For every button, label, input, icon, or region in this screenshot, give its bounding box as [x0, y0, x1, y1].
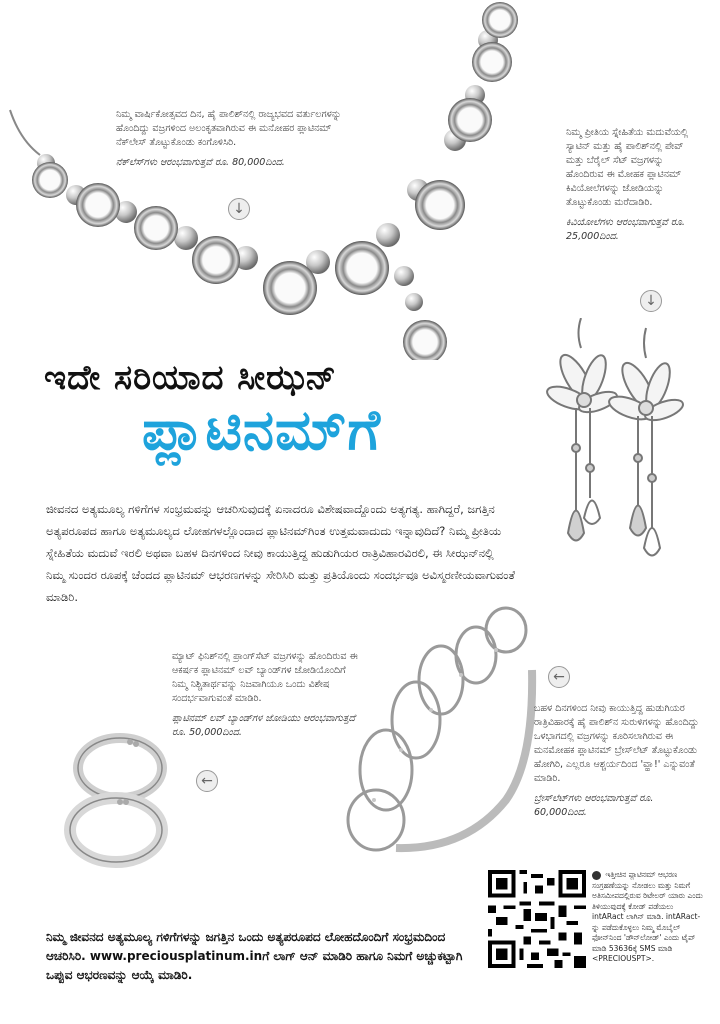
rings-caption-text: ಮ್ಯಾಟ್ ಫಿನಿಶ್‌ನಲ್ಲಿ ಪ್ರಾಂಗ್‌ಸೆಟ್ ವಜ್ರಗಳನ್ನು ಹೊಂದಿರುವ ಈ ಆಕರ್ಷಕ ಪ್ಲಾಟಿನಮ್ ಲವ್ ಬ್ಯಾಂಡ್‌ಗಳ ಜೋಡಿಯೊಂದಿಗೆ ನಿಮ್ಮ ನಿಶ್ಚಿತಾರ್ಥವನ್ನು ನಿಜವಾಗಿಯೂ ಒಂದು ವಿಶೇಷ ಸಂದರ್ಭವಾಗುವಂತೆ ಮಾಡಿರಿ. — [172, 651, 358, 704]
arrow-down-icon: ↓ — [640, 290, 662, 312]
earrings-caption — [566, 126, 698, 244]
headline-line1: ಇದೇ ಸರಿಯಾದ ಸೀಝನ್ — [44, 358, 337, 398]
earrings-image — [546, 318, 706, 568]
rings-image — [58, 720, 178, 870]
bracelet-image — [336, 600, 546, 862]
earrings-caption-text: ನಿಮ್ಮ ಪ್ರೀತಿಯ ಸ್ನೇಹಿತೆಯ ಮದುವೆಯಲ್ಲಿ ಸ್ಯಾಟಿನ್ ಮತ್ತು ಹೈ ಪಾಲಿಶ್‌ನಲ್ಲಿ ಪೇವ್ ಮತ್ತು ಬೆರೈಲ್ ಸೆಟ್ ವಜ್ರಗಳನ್ನು ಹೊಂದಿರುವ ಈ ಮೋಹಕ ಪ್ಲಾಟಿನಮ್ ಕಿವಿಯೋಲೆಗಳನ್ನು ಜೋಡಿಯನ್ನು ತೊಟ್ಟುಕೊಂಡು ಮರೆದಾಡಿರಿ. — [566, 127, 689, 208]
info-icon — [592, 871, 601, 880]
rings-price: ಪ್ಲಾಟಿನಮ್ ಲವ್ ಬ್ಯಾಂಡ್‌ಗಳ ಜೋಡಿಯು ಆರಂಭವಾಗುತ್ತದೆ ರೂ. 50,000ದಿಂದ. — [172, 713, 356, 738]
footer-text: ನಿಮ್ಮ ಜೀವನದ ಅತ್ಯಮೂಲ್ಯ ಗಳಿಗೆಗಳನ್ನು ಜಗತ್ತಿನ ಒಂದು ಅತ್ಯಪರೂಪದ ಲೋಹದೊಂದಿಗೆ ಸಂಭ್ರಮದಿಂದ ಆಚರಿಸಿರಿ. www.preciousplatinum.inಗೆ ಲಾಗ್ ಆನ್ ಮಾಡಿರಿ ಹಾಗೂ ನಿಮಗೆ ಅಚ್ಚುಕಟ್ಟಾಗಿ ಒಪ್ಪುವ ಆಭರಣವನ್ನು ಆಯ್ಕೆ ಮಾಡಿರಿ. — [46, 930, 463, 982]
necklace-caption — [116, 108, 362, 170]
body-paragraph: ಜೀವನದ ಅತ್ಯಮೂಲ್ಯ ಗಳಿಗೆಗಳ ಸಂಭ್ರಮವನ್ನು ಆಚರಿಸುವುದಕ್ಕೆ ಏನಾದರೂ ವಿಶೇಷವಾದ್ದೊಂದು ಅತ್ಯಗತ್ಯ. ಹಾಗಿದ್ದರೆ, ಜಗತ್ತಿನ ಅತ್ಯಪರೂಪದ ಹಾಗೂ ಅತ್ಯಮೂಲ್ಯದ ಲೋಹಗಳಲ್ಲೊಂದಾದ ಪ್ಲಾಟಿನಮ್‌ಗಿಂತ ಉತ್ತಮವಾದುದು ಇನ್ನಾವುದಿದೆ? ನಿಮ್ಮ ಪ್ರೀತಿಯ ಸ್ನೇಹಿತೆಯ ಮದುವೆ ಇರಲಿ ಅಥವಾ ಬಹಳ ದಿನಗಳಿಂದ ನೀವು ಕಾಯುತ್ತಿದ್ದ ಹುಡುಗಿಯರ ರಾತ್ರಿವಿಹಾರವಿರಲಿ, ಈ ಸೀಝನ್‌ನಲ್ಲಿ ನಿಮ್ಮ ಸುಂದರ ರೂಪಕ್ಕೆ ಚೆಂದದ ಪ್ಲಾಟಿನಮ್ ಆಭರಣಗಳನ್ನು ಸೇರಿಸಿರಿ ಮತ್ತು ಪ್ರತಿಯೊಂದು ಸಂದರ್ಭವೂ ಅವಿಸ್ಮರಣೀಯವಾಗುವಂತೆ ಮಾಡಿರಿ. — [46, 502, 515, 604]
headline-line2: ಪ್ಲಾಟಿನಮ್‌ಗೆ — [142, 398, 381, 463]
arrow-left-icon: ← — [548, 666, 570, 688]
bracelet-caption-text: ಬಹಳ ದಿನಗಳಿಂದ ನೀವು ಕಾಯುತ್ತಿದ್ದ ಹುಡುಗಿಯರ ರಾತ್ರಿವಿಹಾರಕ್ಕೆ ಹೈ ಪಾಲಿಶ್‌ನ ಸುರುಳಿಗಳನ್ನು ಹೊಂದಿದ್ದು ಒಳಭಾಗದಲ್ಲಿ ವಜ್ರಗಳನ್ನು ಕೂರಿಸಲಾಗಿರುವ ಈ ಮನಮೋಹಕ ಪ್ಲಾಟಿನಮ್ ಬ್ರೇಸ್‌ಲೆಟ್ ತೊಟ್ಟುಕೊಂಡು ಹೋಗಿರಿ, ಎಲ್ಲರೂ ಆಶ್ಚರ್ಯದಿಂದ 'ವ್ಹಾ!' ಎನ್ನುವಂತೆ ಮಾಡಿರಿ. — [534, 703, 699, 784]
earrings-price: ಕಿವಿಯೋಲೆಗಳು ಆರಂಭವಾಗುತ್ತವೆ ರೂ. 25,000ದಿಂದ. — [566, 217, 685, 242]
necklace-image — [0, 0, 540, 360]
qr-instructions-text: ಇತ್ತೀಚಿನ ಪ್ಲಾಟಿನಮ್ ಆಭರಣ ಸಂಗ್ರಹಣೆಯನ್ನು ನೋಡಲು ಮತ್ತು ನಿಮಗೆ ಅತಿಸಮೀಪದಲ್ಲಿರುವ ರಿಟೇಲರ್ ಯಾರು ಎಂದು ತಿಳಿಯುವುದಕ್ಕೆ ಕೋಡ್ ಪಡೆಯಲು intARact ಲಾಗಿನ್ ಮಾಡಿ. intARact-ನ್ನು ಪಡೆದುಕೊಳ್ಳಲು ನಿಮ್ಮ ಮೊಬೈಲ್ ಫೋನ್‌ನಿಂದ 'ಡೌನ್‌ಲೋಡ್' ಎಂದು ಟೈಪ್ ಮಾಡಿ 53636ಕ್ಕೆ SMS ಮಾಡಿ <PRECIOUSPT>. — [592, 870, 703, 963]
bracelet-price: ಬ್ರೇಸ್‌ಲೆಟ್‌ಗಳು ಆರಂಭವಾಗುತ್ತವೆ ರೂ. 60,000ದಿಂದ. — [534, 793, 654, 818]
qr-instructions — [592, 870, 704, 965]
rings-caption — [172, 650, 358, 740]
arrow-down-icon: ↓ — [228, 198, 250, 220]
arrow-left-icon: ← — [196, 770, 218, 792]
necklace-caption-text: ನಿಮ್ಮ ವಾರ್ಷಿಕೋತ್ಸವದ ದಿನ, ಹೈ ಪಾಲಿಶ್‌ನಲ್ಲಿ ರಾಜ್ಯಭವದ ವರ್ತುಲಗಳನ್ನು ಹೊಂದಿದ್ದು ವಜ್ರಗಳಿಂದ ಅಲಂಕೃತವಾಗಿರುವ ಈ ಮನೋಹರ ಪ್ಲಾಟಿನಮ್ ನೆಕ್‌ಲೇಸ್ ತೊಟ್ಟುಕೊಂಡು ಕಂಗೊಳಿಸಿರಿ. — [116, 109, 342, 148]
bracelet-caption — [534, 702, 700, 820]
necklace-price: ನೆಕ್‌ಲೆಸ್‌ಗಳು ಆರಂಭವಾಗುತ್ತವೆ ರೂ. 80,000ದಿಂದ. — [116, 157, 285, 168]
qr-code-image[interactable] — [488, 870, 586, 968]
